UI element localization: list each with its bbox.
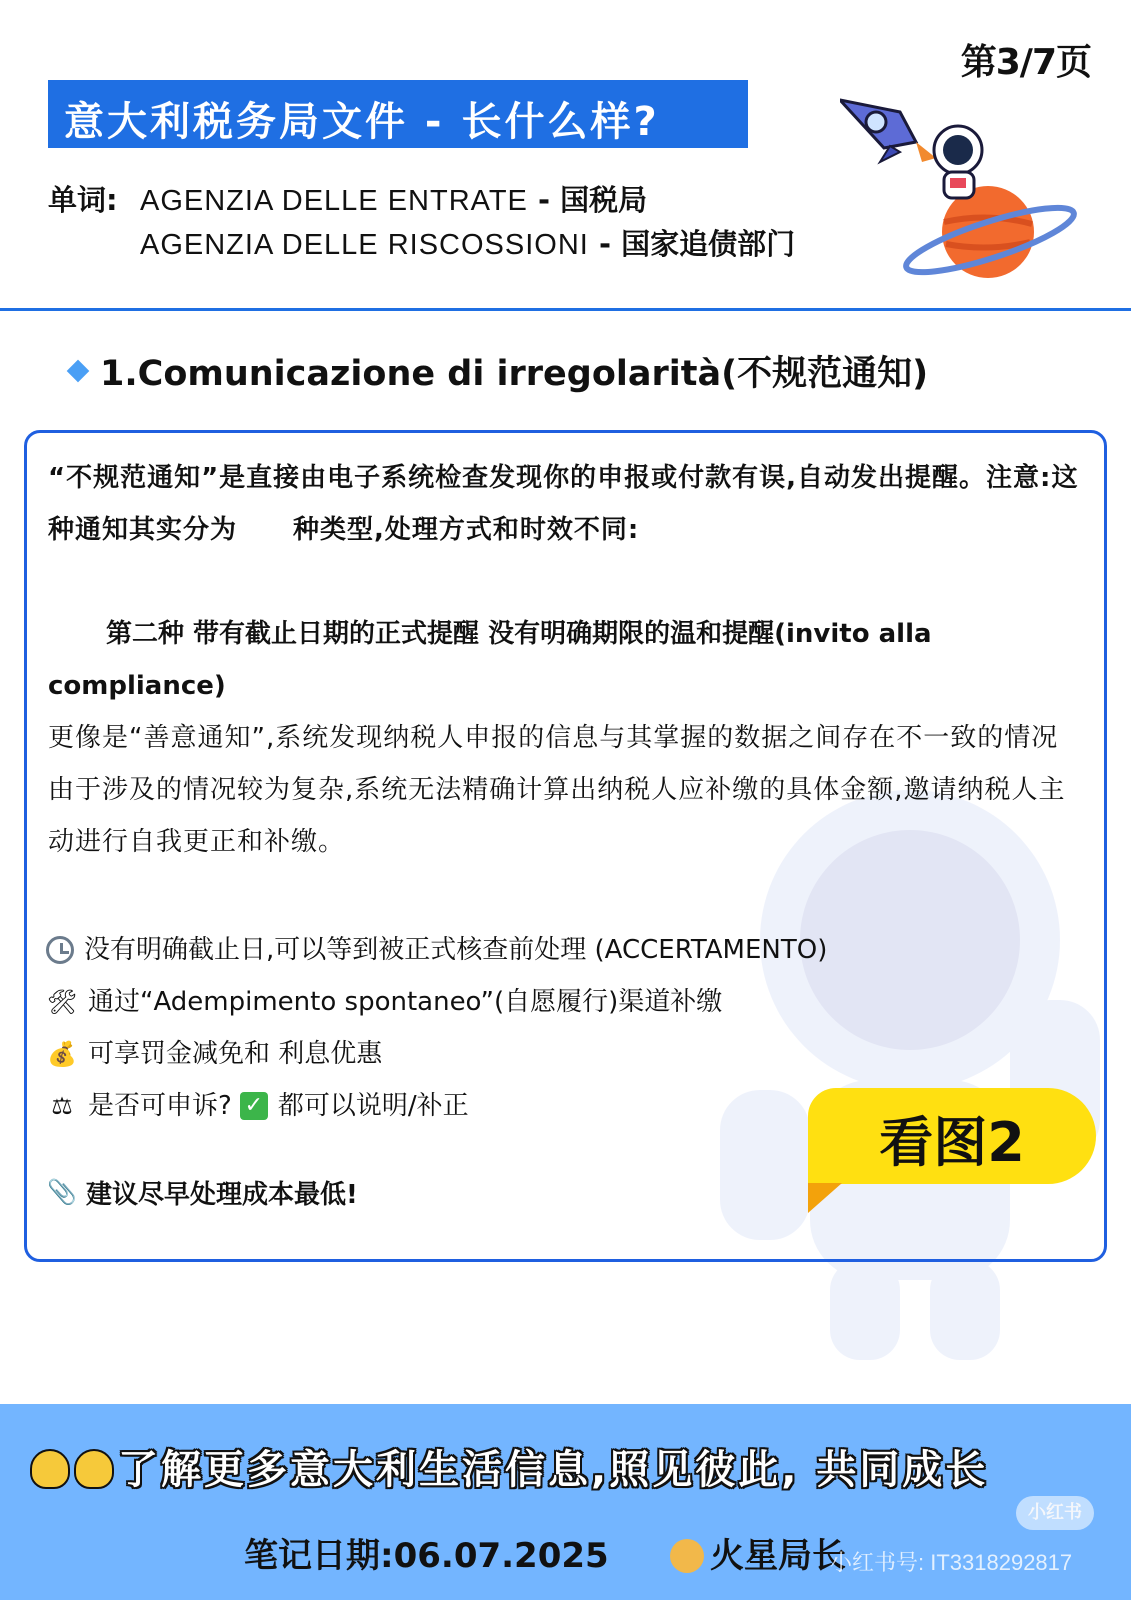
list-item-text: 都可以说明/补正	[277, 1091, 469, 1121]
author-name-text: 火星局长	[710, 1536, 846, 1576]
see-image-badge	[808, 1088, 1096, 1184]
tip-line	[46, 1166, 358, 1218]
intro-text-cont: 种类型,处理方式和时效不同:	[293, 515, 640, 545]
header-divider	[0, 308, 1131, 311]
platform-user-id: 小红书号: IT3318292817	[830, 1550, 1073, 1575]
explanation-paragraph: 更像是“善意通知”,系统发现纳税人申报的信息与其掌握的数据之间存在不一致的情况由于涉及的情况较为复杂,系统无法精确计算出纳税人应补缴的具体金额,邀请纳税人主动进行自我更正和补缴。	[48, 723, 1066, 857]
scales-icon: ⚖	[51, 1092, 73, 1120]
page-number: 第3/7页	[960, 42, 1091, 83]
intro-text: “不规范通知”是直接由电子系统检查发现你的申报或付款有误,自动发出提醒。注意:这种通知其实分为	[48, 463, 1079, 545]
note-date: 笔记日期:06.07.2025	[244, 1536, 609, 1576]
vocab-term-it: AGENZIA DELLE RISCOSSIONI	[140, 229, 589, 261]
rocket-astronaut-illustration	[840, 92, 1080, 282]
planet-icon	[901, 186, 1080, 282]
tools-icon: 🛠	[46, 988, 78, 1016]
author-avatar-icon	[670, 1539, 704, 1573]
vocab-term-cn: 国税局	[560, 183, 648, 217]
list-item-text: 通过“Adempimento spontaneo”(自愿履行)渠道补缴	[88, 987, 723, 1017]
key-points-list	[46, 924, 827, 1132]
badge-label: 看图2	[879, 1111, 1025, 1174]
title-banner	[48, 80, 748, 148]
vocab-term-it: AGENZIA DELLE ENTRATE	[140, 185, 528, 217]
intro-paragraph	[48, 452, 1083, 556]
section-heading	[70, 346, 928, 396]
vocab-separator: -	[588, 227, 622, 261]
type-two-heading	[48, 608, 1083, 712]
flexed-arm-icon	[30, 1449, 70, 1489]
astronaut-icon	[934, 126, 982, 198]
check-mark-icon: ✓	[240, 1092, 268, 1120]
badge-tail	[808, 1183, 842, 1213]
list-item-text: 是否可申诉?	[88, 1091, 232, 1121]
clock-icon	[46, 936, 74, 964]
author-name	[670, 1528, 846, 1577]
section-heading-text: 1.Comunicazione di irregolarità(不规范通知)	[100, 354, 929, 394]
footer-slogan-text: 了解更多意大利生活信息,照见彼此, 共同成长	[118, 1447, 989, 1493]
list-item-text: 可享罚金减免和 利息优惠	[88, 1039, 383, 1069]
money-bag-icon: 💰	[47, 1040, 77, 1068]
list-item	[46, 1080, 827, 1132]
vocab-separator: -	[527, 183, 561, 217]
diamond-bullet-icon	[67, 360, 90, 383]
page-title: 意大利税务局文件 - 长什么样?	[64, 99, 660, 145]
vocab-line-2	[140, 222, 795, 267]
list-item-text: 没有明确截止日,可以等到被正式核查前处理 (ACCERTAMENTO)	[84, 935, 828, 965]
rocket-icon	[840, 100, 936, 162]
vocab-label: 单词:	[48, 183, 118, 217]
platform-watermark-logo: 小红书	[1016, 1496, 1094, 1530]
list-item	[46, 924, 827, 976]
vocab-line-1	[140, 178, 647, 223]
footer-slogan	[30, 1438, 988, 1495]
paperclip-icon: 📎	[47, 1178, 77, 1206]
type-two-text: 第二种 带有截止日期的正式提醒 没有明确期限的温和提醒(invito alla compliance)	[48, 619, 932, 701]
vocab-term-cn: 国家追债部门	[621, 227, 796, 261]
list-item	[46, 1028, 827, 1080]
list-item	[46, 976, 827, 1028]
tip-text: 建议尽早处理成本最低!	[86, 1179, 358, 1210]
flexed-arm-icon	[74, 1449, 114, 1489]
